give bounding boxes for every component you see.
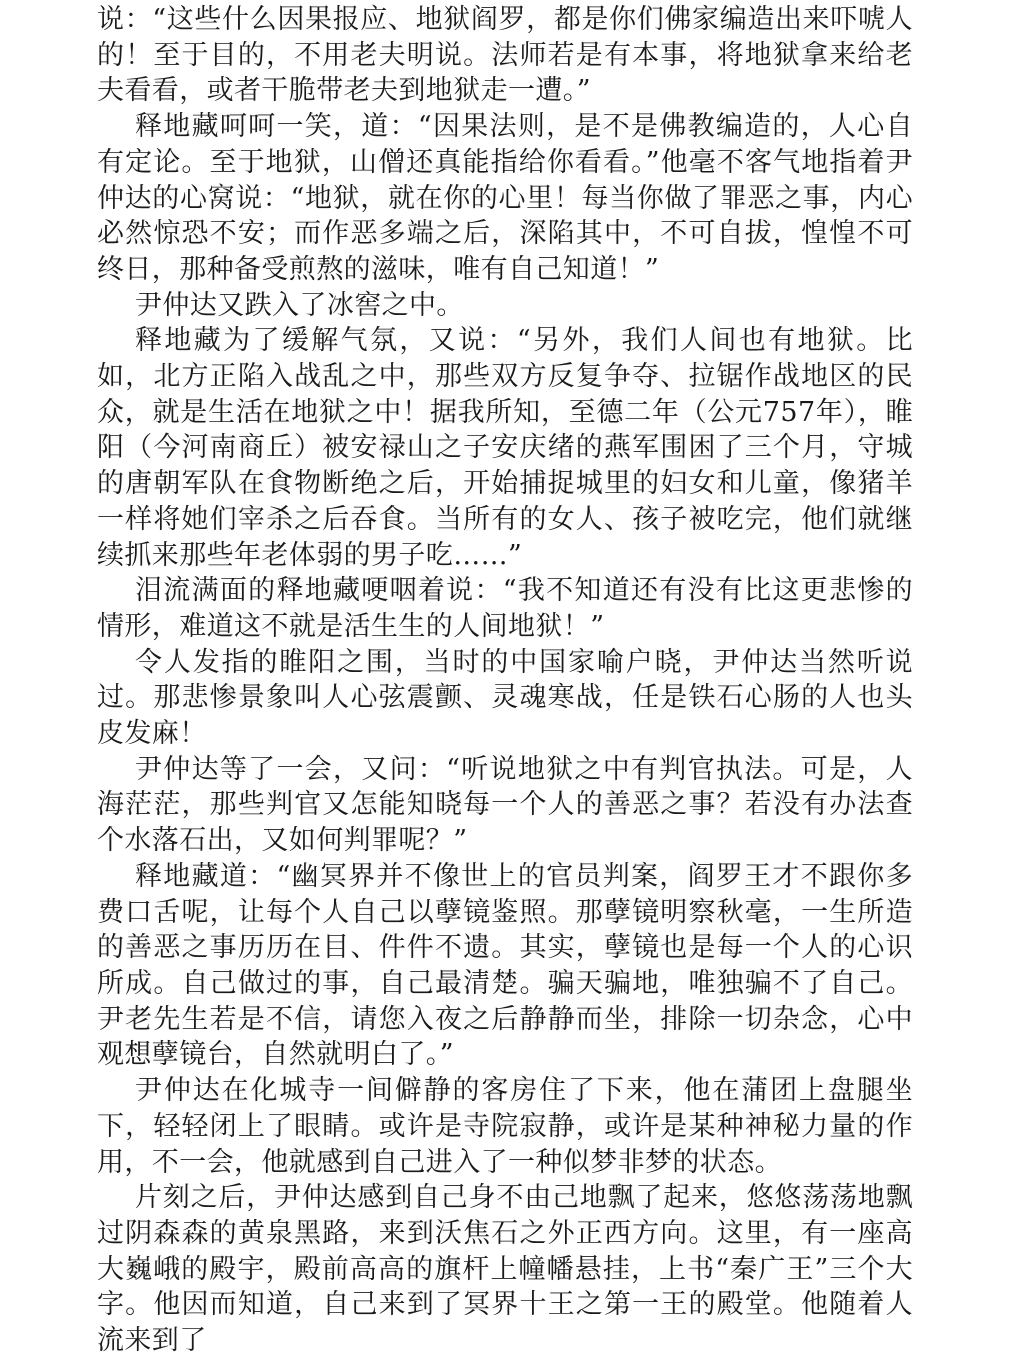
paragraph-5: 泪流满面的释地藏哽咽着说：“我不知道还有没有比这更悲惨的情形，难道这不就是活生生的人间地狱！” xyxy=(97,575,913,642)
paragraph-2: 释地藏呵呵一笑，道：“因果法则，是不是佛教编造的，人心自有定论。至于地狱，山僧还真能指给你看看。”他毫不客气地指着尹仲达的心窝说：“地狱，就在你的心里！每当你做了罪恶之事，内心必然惊恐不安；而作恶多端之后，深陷其中，不可自拔，惶惶不可终日，那种备受煎熬的滋味，唯有自己知道！” xyxy=(97,111,913,285)
paragraph-1: 说：“这些什么因果报应、地狱阎罗，都是你们佛家编造出来吓唬人的！至于目的，不用老夫明说。法师若是有本事，将地狱拿来给老夫看看，或者干脆带老夫到地狱走一遭。” xyxy=(97,4,913,107)
paragraph-8: 释地藏道：“幽冥界并不像世上的官员判案，阎罗王才不跟你多费口舌呢，让每个人自己以孽镜鉴照。那孽镜明察秋毫，一生所造的善恶之事历历在目、件件不遗。其实，孽镜也是每一个人的心识所成。自己做过的事，自己最清楚。骗天骗地，唯独骗不了自己。尹老先生若是不信，请您入夜之后静静而坐，排除一切杂念，心中观想孽镜台，自然就明白了。” xyxy=(97,860,913,1071)
paragraph-10: 片刻之后，尹仲达感到自己身不由己地飘了起来，悠悠荡荡地飘过阴森森的黄泉黑路，来到沃焦石之外正西方向。这里，有一座高大巍峨的殿宇，殿前高高的旗杆上幢幡悬挂，上书“秦广王”三个大字。他因而知道，自己来到了冥界十王之第一王的殿堂。他随着人流来到了 xyxy=(97,1182,913,1357)
paragraph-3: 尹仲达又跌入了冰窖之中。 xyxy=(135,289,464,321)
page-text-body xyxy=(97,2,913,1359)
paragraph-9: 尹仲达在化城寺一间僻静的客房住了下来，他在蒲团上盘腿坐下，轻轻闭上了眼睛。或许是寺院寂静，或许是某种神秘力量的作用，不一会，他就感到自己进入了一种似梦非梦的状态。 xyxy=(97,1075,913,1178)
paragraph-6: 令人发指的睢阳之围，当时的中国家喻户晓，尹仲达当然听说过。那悲惨景象叫人心弦震颤、灵魂寒战，任是铁石心肠的人也头皮发麻！ xyxy=(97,646,913,750)
paragraph-4: 释地藏为了缓解气氛，又说：“另外，我们人间也有地狱。比如，北方正陷入战乱之中，那些双方反复争夺、拉锯作战地区的民众，就是生活在地狱之中！据我所知，至德二年（公元757年），睢阳（今河南商丘）被安禄山之子安庆绪的燕军围困了三个月，守城的唐朝军队在食物断绝之后，开始捕捉城里的妇女和儿童，像猪羊一样将她们宰杀之后吞食。当所有的女人、孩子被吃完，他们就继续抓来那些年老体弱的男子吃……” xyxy=(97,325,913,571)
paragraph-7: 尹仲达等了一会，又问：“听说地狱之中有判官执法。可是，人海茫茫，那些判官又怎能知晓每一个人的善恶之事？若没有办法查个水落石出，又如何判罪呢？” xyxy=(97,753,913,857)
